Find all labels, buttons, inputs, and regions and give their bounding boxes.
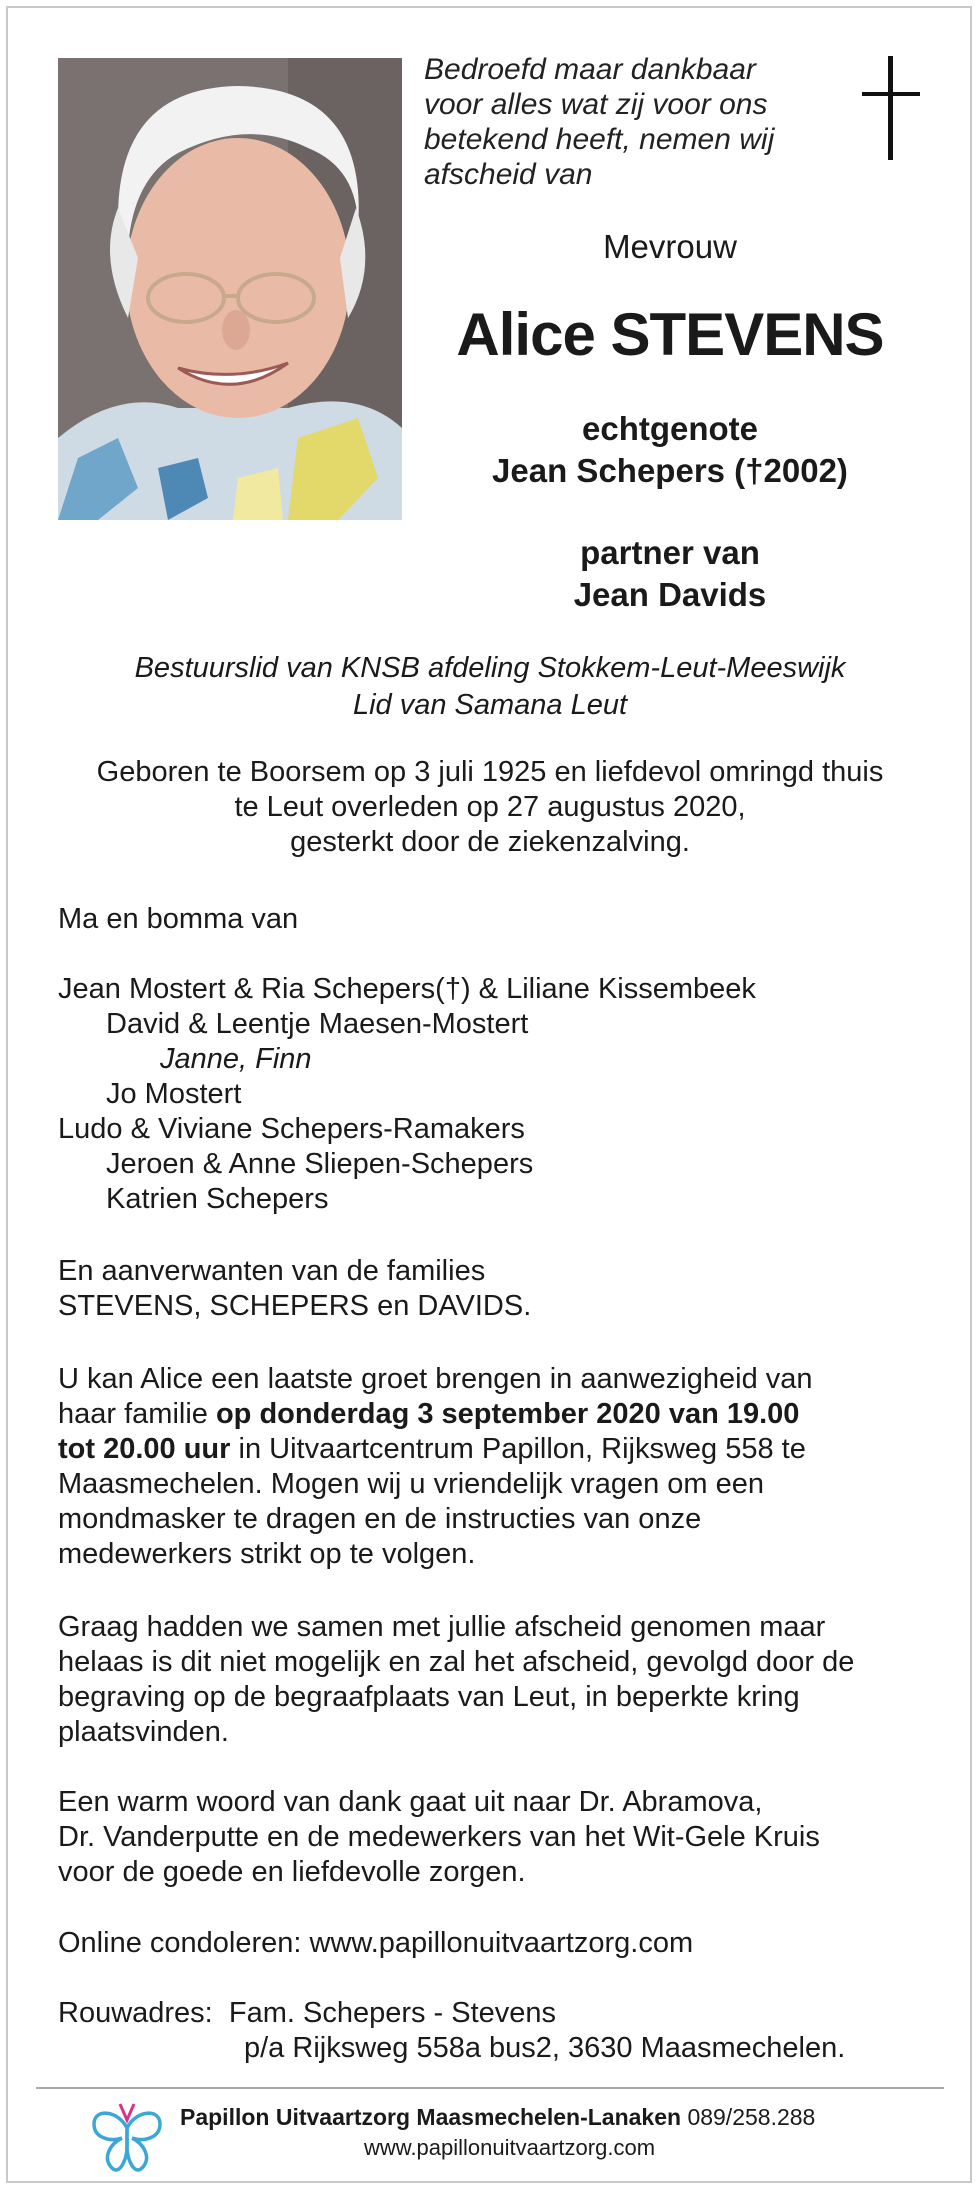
address-street: p/a Rijksweg 558a bus2, 3630 Maasmechelen. <box>244 2032 846 2064</box>
company-name: Papillon Uitvaartzorg Maasmechelen-Lanaken <box>180 2104 682 2130</box>
family-list <box>58 972 756 1217</box>
membership-line: Lid van Samana Leut <box>352 689 628 721</box>
company-phone: 089/258.288 <box>687 2104 816 2130</box>
family-intro: Ma en bomma van <box>58 903 299 935</box>
relatives <box>58 1254 531 1324</box>
visitation-line: mondmasker te dragen en de instructies van onze <box>58 1503 702 1535</box>
visitation-place: in Uitvaartcentrum Papillon, Rijksweg 558 te <box>230 1433 806 1465</box>
intro-line: betekend heeft, nemen wij <box>424 123 775 156</box>
family-member: Jeroen & Anne Sliepen-Schepers <box>106 1148 534 1180</box>
spouse-name: Jean Schepers (†2002) <box>492 452 848 489</box>
condolences: Online condoleren: www.papillonuitvaartzorg.com <box>58 1927 694 1959</box>
partner-label: partner van <box>580 534 760 571</box>
address <box>58 1996 845 2066</box>
family-member: Jean Mostert & Ria Schepers(†) & Liliane Kissembeek <box>58 973 756 1005</box>
portrait-photo <box>58 58 402 520</box>
memberships <box>60 650 920 724</box>
intro-text <box>424 52 824 192</box>
visitation-line <box>58 1397 813 1432</box>
thanks <box>58 1785 820 1890</box>
partner-name: Jean Davids <box>573 576 767 613</box>
address-name: Fam. Schepers - Stevens <box>228 1997 557 2029</box>
family-member: Jo Mostert <box>106 1078 242 1110</box>
farewell-line: helaas is dit niet mogelijk en zal het afscheid, gevolgd door de <box>58 1646 855 1678</box>
address-line <box>58 1996 845 2031</box>
visitation-text: haar familie <box>58 1398 216 1430</box>
family-member: Ludo & Viviane Schepers-Ramakers <box>58 1113 525 1145</box>
footer-website[interactable]: www.papillonuitvaartzorg.com <box>364 2135 656 2160</box>
visitation <box>58 1362 813 1572</box>
butterfly-logo-icon <box>88 2098 166 2176</box>
visitation-line: Maasmechelen. Mogen wij u vriendelijk vragen om een <box>58 1468 765 1500</box>
birth-death-info <box>60 755 920 860</box>
birth-death-line: gesterkt door de ziekenzalving. <box>290 826 690 858</box>
thanks-line: Een warm woord van dank gaat uit naar Dr. Abramova, <box>58 1786 763 1818</box>
visitation-line: medewerkers strikt op te volgen. <box>58 1538 476 1570</box>
partner-block <box>420 532 920 616</box>
spouse-label: echtgenote <box>581 410 759 447</box>
footer-divider <box>36 2087 944 2089</box>
farewell-line: begraving op de begraafplaats van Leut, in beperkte kring <box>58 1681 800 1713</box>
birth-death-line: te Leut overleden op 27 augustus 2020, <box>234 791 746 823</box>
footer-company <box>180 2102 815 2132</box>
birth-death-line: Geboren te Boorsem op 3 juli 1925 en liefdevol omringd thuis <box>96 756 884 788</box>
farewell-line: plaatsvinden. <box>58 1716 229 1748</box>
intro-line: voor alles wat zij voor ons <box>424 88 768 121</box>
thanks-line: voor de goede en liefdevolle zorgen. <box>58 1856 526 1888</box>
family-member: Janne, Finn <box>160 1043 312 1075</box>
cross-icon <box>862 56 922 160</box>
visitation-line: U kan Alice een laatste groet brengen in aanwezigheid van <box>58 1363 813 1395</box>
family-member: David & Leentje Maesen-Mostert <box>106 1008 529 1040</box>
visitation-line <box>58 1432 813 1467</box>
visitation-time: tot 20.00 uur <box>58 1433 231 1465</box>
intro-line: Bedroefd maar dankbaar <box>424 53 756 86</box>
title-prefix: Mevrouw <box>603 228 737 265</box>
relatives-line: En aanverwanten van de families <box>58 1255 486 1287</box>
address-label: Rouwadres: <box>58 1997 213 2029</box>
intro-line: afscheid van <box>424 158 593 191</box>
relatives-line: STEVENS, SCHEPERS en DAVIDS. <box>58 1290 532 1322</box>
spouse-block <box>420 408 920 492</box>
membership-line: Bestuurslid van KNSB afdeling Stokkem-Leut-Meeswijk <box>134 652 846 684</box>
farewell <box>58 1610 854 1750</box>
family-member: Katrien Schepers <box>106 1183 329 1215</box>
deceased-name: Alice STEVENS <box>456 301 884 368</box>
farewell-line: Graag hadden we samen met jullie afscheid genomen maar <box>58 1611 826 1643</box>
visitation-datetime: op donderdag 3 september 2020 van 19.00 <box>215 1398 800 1430</box>
thanks-line: Dr. Vanderputte en de medewerkers van het Wit-Gele Kruis <box>58 1821 820 1853</box>
